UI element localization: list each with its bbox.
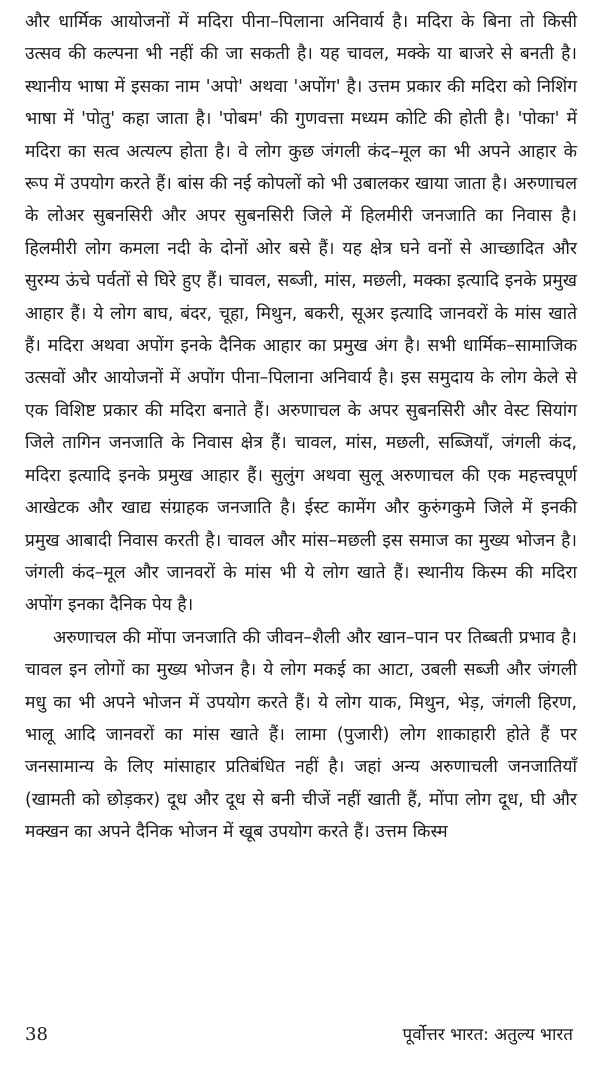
running-book-title: पूर्वोत्तर भारत: अतुल्य भारत bbox=[402, 1025, 573, 1045]
page-body-text bbox=[25, 6, 577, 849]
page-number: 38 bbox=[25, 1024, 48, 1045]
paragraph-tribal-food-continued: और धार्मिक आयोजनों में मदिरा पीना–पिलाना अनिवार्य है। मदिरा के बिना तो किसी उत्सव की कल्पना भी नहीं की जा सकती है। यह चावल, मक्के या बाजरे से बनती है। स्थानीय भाषा में इसका नाम 'अपो' अथवा 'अपोंग' है। उत्तम प्रकार की मदिरा को निशिंग भाषा में 'पोतु' कहा जाता है। 'पोबम' की गुणवत्ता मध्यम कोटि की होती है। 'पोका' में मदिरा का सत्व अत्यल्प होता है। वे लोग कुछ जंगली कंद–मूल का भी अपने आहार के रूप में उपयोग करते हैं। बांस की नई कोपलों को भी उबालकर खाया जाता है। अरुणाचल के लोअर सुबनसिरी और अपर सुबनसिरी जिले में हिलमीरी जनजाति का निवास है। हिलमीरी लोग कमला नदी के दोनों ओर बसे हैं। यह क्षेत्र घने वनों से आच्छादित और सुरम्य ऊंचे पर्वतों से घिरे हुए हैं। चावल, सब्जी, मांस, मछली, मक्का इत्यादि इनके प्रमुख आहार हैं। ये लोग बाघ, बंदर, चूहा, मिथुन, बकरी, सूअर इत्यादि जानवरों के मांस खाते हैं। मदिरा अथवा अपोंग इनके दैनिक आहार का प्रमुख अंग है। सभी धार्मिक–सामाजिक उत्सवों और आयोजनों में अपोंग पीना–पिलाना अनिवार्य है। इस समुदाय के लोग केले से एक विशिष्ट प्रकार की मदिरा बनाते हैं। अरुणाचल के अपर सुबनसिरी और वेस्ट सियांग जिले तागिन जनजाति के निवास क्षेत्र हैं। चावल, मांस, मछली, सब्जियाँ, जंगली कंद, मदिरा इत्यादि इनके प्रमुख आहार हैं। सुलुंग अथवा सुलू अरुणाचल की एक महत्त्वपूर्ण आखेटक और खाद्य संग्राहक जनजाति है। ईस्ट कामेंग और कुरुंगकुमे जिले में इनकी प्रमुख आबादी निवास करती है। चावल और मांस–मछली इस समाज का मुख्य भोजन है। जंगली कंद–मूल और जानवरों के मांस भी ये लोग खाते हैं। स्थानीय किस्म की मदिरा अपोंग इनका दैनिक पेय है। bbox=[25, 12, 577, 616]
page-footer bbox=[25, 1020, 577, 1050]
paragraph-monpa-tribe: अरुणाचल की मोंपा जनजाति की जीवन–शैली और खान–पान पर तिब्बती प्रभाव है। चावल इन लोगों का मुख्य भोजन है। ये लोग मकई का आटा, उबली सब्जी और जंगली मधु का भी अपने भोजन में उपयोग करते हैं। ये लोग याक, मिथुन, भेड़, जंगली हिरण, भालू आदि जानवरों का मांस खाते हैं। लामा (पुजारी) लोग शाकाहारी होते हैं पर जनसामान्य के लिए मांसाहार प्रतिबंधित नहीं है। जहां अन्य अरुणाचली जनजातियाँ (खामती को छोड़कर) दूध और दूध से बनी चीजें नहीं खाती हैं, मोंपा लोग दूध, घी और मक्खन का अपने दैनिक भोजन में खूब उपयोग करते हैं। उत्तम किस्म bbox=[25, 627, 577, 843]
